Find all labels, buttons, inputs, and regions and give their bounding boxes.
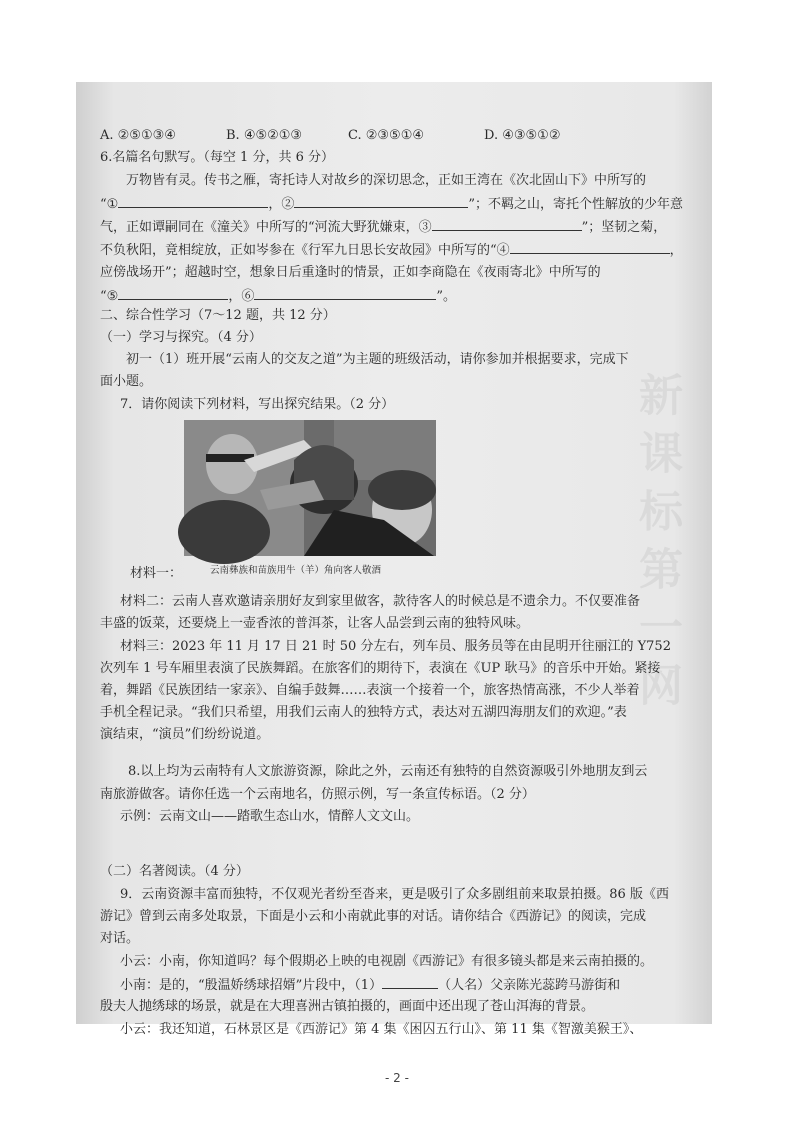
question-7: 7．请你阅读下列材料，写出探究结果。（2 分） (120, 397, 395, 412)
blank-3[interactable] (432, 217, 582, 231)
page-number: - 2 - (385, 1071, 409, 1085)
blank-name[interactable] (382, 975, 438, 989)
material-3: 次列车 1 号车厢里表演了民族舞蹈。在旅客们的期待下，表演在《UP 耿马》的音乐中开始。紧接 (100, 661, 661, 676)
material-3: 手机全程记录。“我们只希望，用我们云南人的独特方式，表达对五湖四海朋友们的欢迎。”表 (100, 705, 627, 720)
dialogue-line: 小云：小南，你知道吗？每个假期必上映的电视剧《西游记》有很多镜头都是来云南拍摄的。 (120, 954, 654, 969)
subsection-title: （一）学习与探究。（4 分） (100, 330, 262, 345)
material-3: 材料三：2023 年 11 月 17 日 21 时 50 分左右，列车员、服务员等在由昆明开往丽江的 Y752 (120, 639, 671, 654)
scanned-page (76, 82, 712, 1037)
blank-6[interactable] (254, 286, 436, 300)
blank-2[interactable] (294, 194, 468, 208)
material-3: 着，舞蹈《民族团结一家亲》、自编手鼓舞……表演一个接着一个，旅客热情高涨，不少人举着 (100, 683, 640, 698)
blank-4[interactable] (510, 240, 670, 254)
blank-1[interactable] (118, 194, 268, 208)
material-2: 丰盛的饭菜，还要烧上一壶香浓的普洱茶，让客人品尝到云南的独特风味。 (100, 616, 530, 631)
intro-line: 面小题。 (100, 374, 153, 389)
option-b: B. ④⑤②①③ (226, 128, 303, 143)
toast-photo (184, 420, 436, 556)
dialogue-line: 殷夫人抛绣球的场景，就是在大理喜洲古镇拍摄的，画面中还出现了苍山洱海的背景。 (100, 999, 595, 1014)
option-a: A. ②⑤①③④ (100, 128, 176, 143)
intro-line: 初一（1）班开展“云南人的交友之道”为主题的班级活动，请你参加并根据要求，完成下 (126, 352, 629, 367)
question-8: 南旅游做客。请你任选一个云南地名，仿照示例，写一条宣传标语。（2 分） (100, 787, 535, 802)
option-row (100, 126, 561, 145)
question-9: 对话。 (100, 931, 140, 946)
example: 示例：云南文山——踏歌生态山水，情醉人文文山。 (120, 809, 420, 824)
blank-5[interactable] (118, 286, 228, 300)
subsection-title: （二）名著阅读。（4 分） (100, 864, 249, 879)
photo-image (184, 420, 436, 556)
question-9: 9．云南资源丰富而独特，不仅观光者纷至沓来，更是吸引了众多剧组前来取景拍摄。86 版《西 (120, 887, 669, 902)
q6-line: 万物皆有灵。传书之雁，寄托诗人对故乡的深切思念，正如王湾在《次北固山下》中所写的 (126, 173, 647, 188)
q6-line: “① ，② ”；不羁之山，寄托个性解放的少年意 (100, 194, 683, 214)
watermark: 新课标第一网 (631, 372, 682, 720)
question-8: 8.以上均为云南特有人文旅游资源，除此之外，云南还有独特的自然资源吸引外地朋友到云 (128, 764, 648, 779)
material-1: 材料一： (130, 566, 183, 581)
photo-caption: 云南彝族和苗族用牛（羊）角向客人敬酒 (210, 565, 382, 576)
dialogue-line: 小云：我还知道，石林景区是《西游记》第 4 集《困囚五行山》、第 11 集《智激美猴王》、 (120, 1022, 643, 1037)
q6-line: 应傍战场开”；超越时空，想象日后重逢时的情景，正如李商隐在《夜雨寄北》中所写的 (100, 265, 601, 280)
option-c: C. ②③⑤①④ (348, 128, 425, 143)
q6-line: 不负秋阳，竟相绽放，正如岑参在《行军九日思长安故园》中所写的“④ ， (100, 240, 683, 260)
section-title: 二、综合性学习（7～12 题，共 12 分） (100, 308, 336, 323)
dialogue-line: 小南：是的，“殷温娇绣球招婿”片段中，（1） （人名）父亲陈光蕊跨马游街和 (120, 975, 620, 995)
q6-title: 6.名篇名句默写。（每空 1 分，共 6 分） (100, 150, 334, 165)
q6-line: “⑤ ，⑥ ”。 (100, 286, 456, 306)
option-d: D. ④③⑤①② (484, 128, 561, 143)
q6-line: 气，正如谭嗣同在《潼关》中所写的“河流大野犹嫌束，③ ”；坚韧之菊， (100, 217, 666, 237)
material-3: 演结束，“演员”们纷纷说道。 (100, 727, 270, 742)
question-9: 游记》曾到云南多处取景，下面是小云和小南就此事的对话。请你结合《西游记》的阅读，完成 (100, 909, 647, 924)
material-2: 材料二：云南人喜欢邀请亲朋好友到家里做客，款待客人的时候总是不遗余力。不仅要准备 (120, 594, 641, 609)
